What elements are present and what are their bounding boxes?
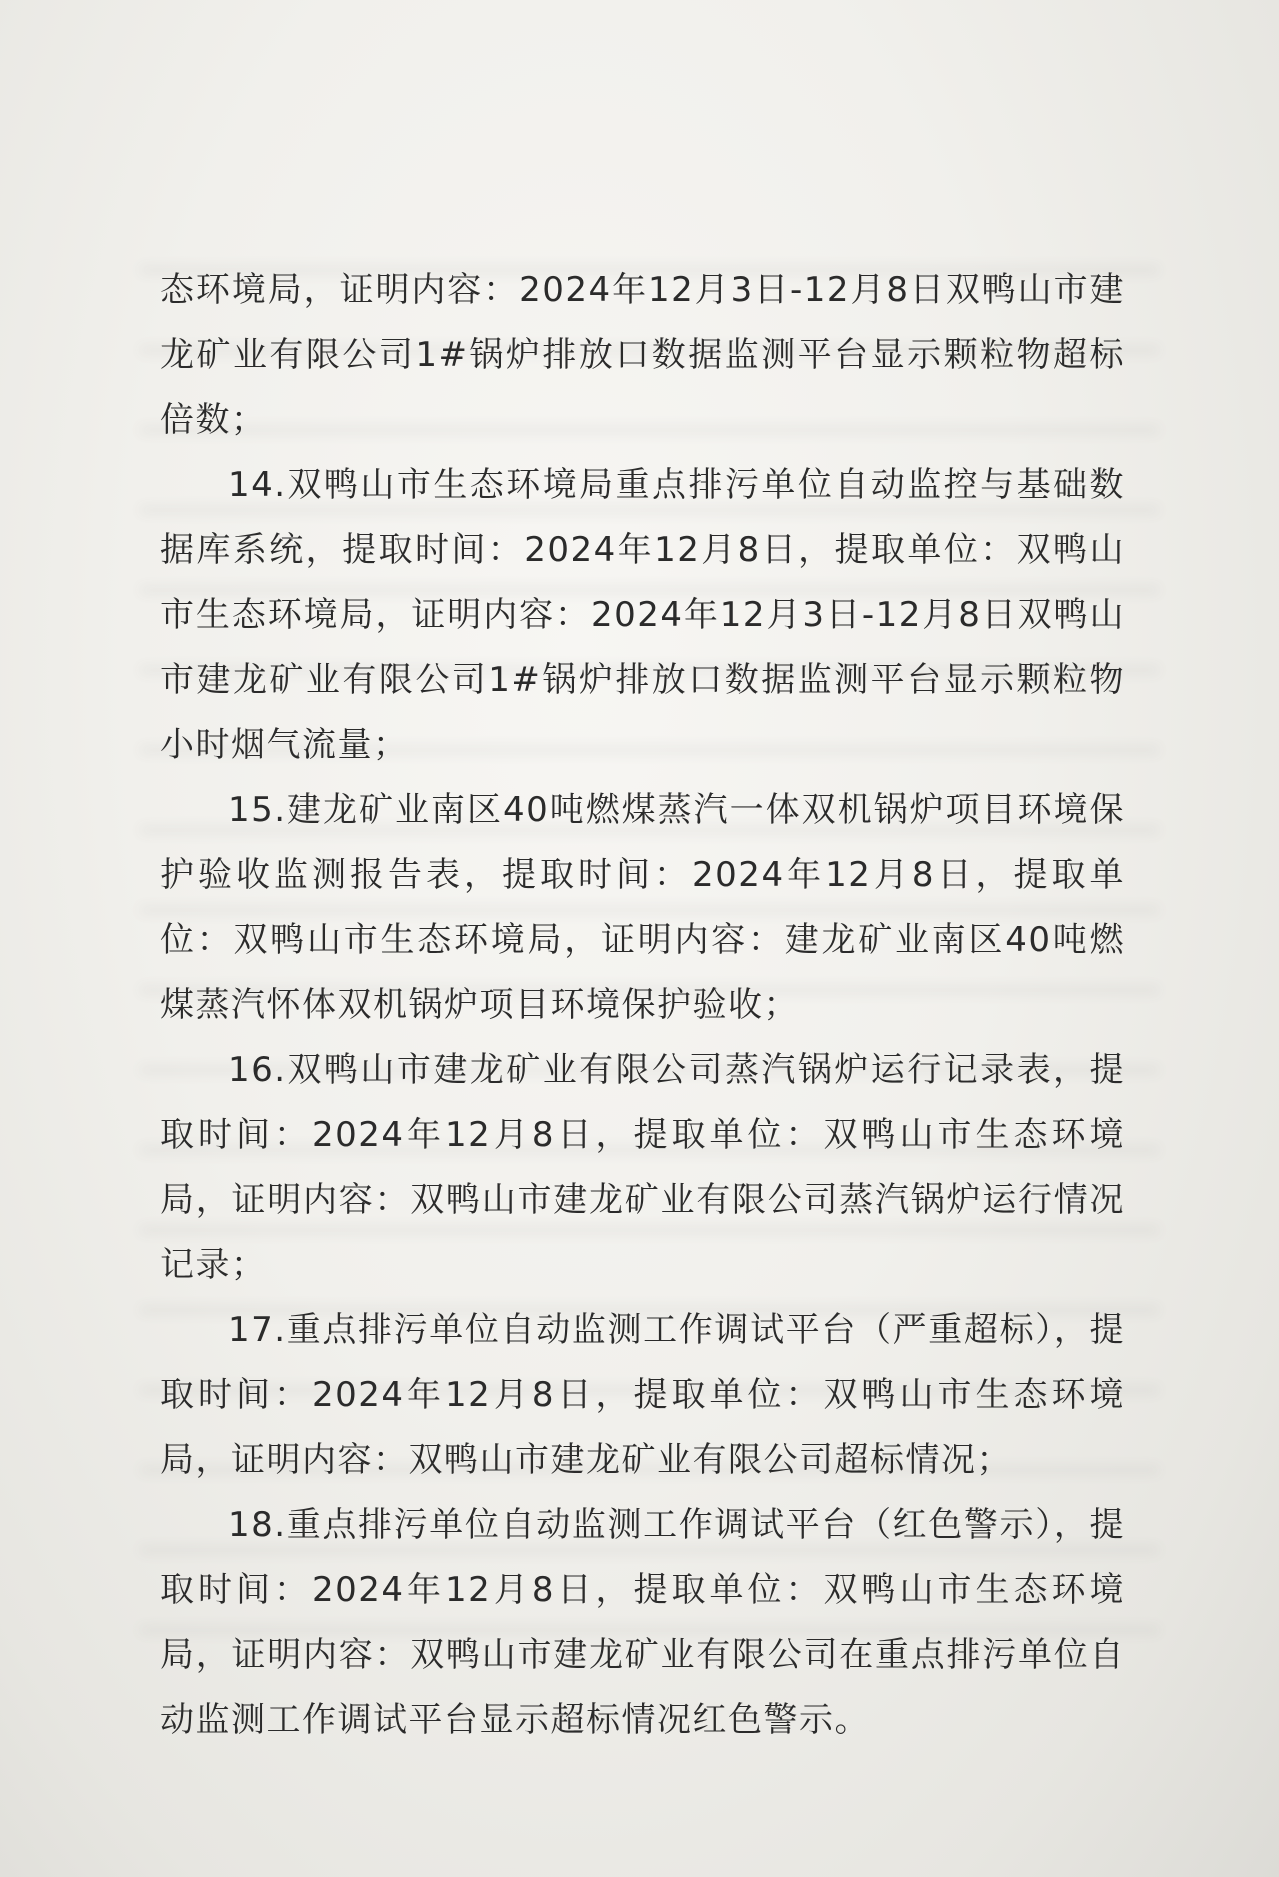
evidence-item-16: 16.双鸭山市建龙矿业有限公司蒸汽锅炉运行记录表，提取时间：2024年12月8日，提取单位：双鸭山市生态环境局，证明内容：双鸭山市建龙矿业有限公司蒸汽锅炉运行情况记录； (160, 1050, 1125, 1285)
evidence-item-14: 14.双鸭山市生态环境局重点排污单位自动监控与基础数据库系统，提取时间：2024年12月8日，提取单位：双鸭山市生态环境局，证明内容：2024年12月3日-12月8日双鸭山市建龙矿业有限公司1#锅炉排放口数据监测平台显示颗粒物小时烟气流量； (160, 465, 1125, 765)
evidence-item-13-continuation: 态环境局，证明内容：2024年12月3日-12月8日双鸭山市建龙矿业有限公司1#锅炉排放口数据监测平台显示颗粒物超标倍数； (160, 270, 1125, 440)
evidence-item-15: 15.建龙矿业南区40吨燃煤蒸汽一体双机锅炉项目环境保护验收监测报告表，提取时间：2024年12月8日，提取单位：双鸭山市生态环境局，证明内容：建龙矿业南区40吨燃煤蒸汽怀体双机锅炉项目环境保护验收； (160, 790, 1125, 1025)
evidence-item-17: 17.重点排污单位自动监测工作调试平台（严重超标），提取时间：2024年12月8日，提取单位：双鸭山市生态环境局，证明内容：双鸭山市建龙矿业有限公司超标情况； (160, 1310, 1125, 1480)
document-body (160, 258, 1125, 1753)
evidence-item-18: 18.重点排污单位自动监测工作调试平台（红色警示），提取时间：2024年12月8日，提取单位：双鸭山市生态环境局，证明内容：双鸭山市建龙矿业有限公司在重点排污单位自动监测工作调试平台显示超标情况红色警示。 (160, 1505, 1125, 1740)
